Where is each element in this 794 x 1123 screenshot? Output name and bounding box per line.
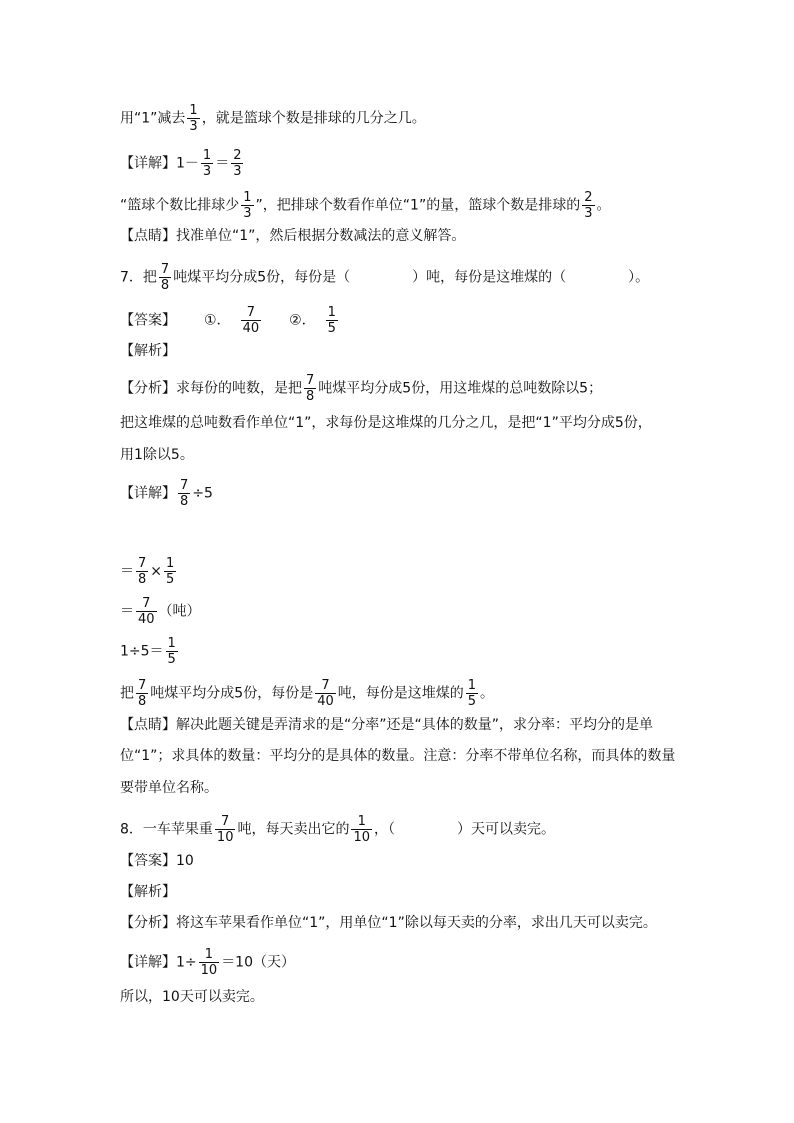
q7-dianjing-2: 位“1”；求具体的数量：平均分的是具体的数量。注意：分率不带单位名称，而具体的数量 xyxy=(120,748,676,764)
section-label: 【答案】 xyxy=(120,312,176,329)
fraction: $\frac{7}{40}$ xyxy=(317,678,334,709)
q8-answer: 【答案】10 xyxy=(120,853,194,869)
fraction: $\frac{1}{10}$ xyxy=(200,947,218,978)
fraction: $\frac{2}{3}$ xyxy=(584,190,593,221)
fraction: $\frac{7}{40}$ xyxy=(242,305,260,336)
fraction: $\frac{7}{8}$ xyxy=(138,678,147,709)
q7-step-3: 1÷5＝ $\frac{1}{5}$ xyxy=(120,636,176,667)
fraction: $\frac{1}{5}$ xyxy=(327,305,336,336)
text: ，就是篮球个数是排球的几分之几。 xyxy=(201,110,426,127)
line-3: “篮球个数比排球少 $\frac{1}{3}$ ”，把排球个数看作单位“1”的量，篮球个数是排球的 $\frac{2}{3}$ 。 xyxy=(120,190,611,221)
fraction: $\frac{1}{5}$ xyxy=(467,678,477,709)
q8-analysis-label: 【解析】 xyxy=(120,884,176,900)
section-label: 【答案】 xyxy=(120,853,176,869)
fraction: $\frac{7}{40}$ xyxy=(138,596,155,627)
section-label: 【详解】 xyxy=(120,155,176,172)
fraction: $\frac{7}{10}$ xyxy=(216,814,234,845)
q7-xiangjie: 【详解】 $\frac{7}{8}$ ÷5 xyxy=(120,478,213,509)
fraction: $\frac{7}{8}$ xyxy=(138,556,147,587)
question-7: 7．把 $\frac{7}{8}$ 吨煤平均分成5份，每份是（ ）吨，每份是这堆煤的（ ）。 xyxy=(120,262,650,293)
fraction: $\frac{1}{10}$ xyxy=(353,814,371,845)
q8-fenxi: 【分析】将这车苹果看作单位“1”，用单位“1”除以每天卖的分率，求出几天可以卖完。 xyxy=(120,915,657,931)
fraction: $\frac{2}{3}$ xyxy=(233,148,242,179)
q7-fenxi-2: 把这堆煤的总吨数看作单位“1”，求每份是这堆煤的几分之几，是把“1”平均分成5份， xyxy=(120,415,652,431)
fraction: $\frac{1}{3}$ xyxy=(202,148,212,179)
q7-fenxi: 【分析】求每份的吨数，是把 $\frac{7}{8}$ 吨煤平均分成5份，用这堆煤的总吨数除以5； xyxy=(120,373,603,404)
fraction: $\frac{7}{8}$ xyxy=(306,373,315,404)
question-8: 8．一车苹果重 $\frac{7}{10}$ 吨，每天卖出它的 $\frac{1}{10}$ ，（ ）天可以卖完。 xyxy=(120,814,556,845)
section-label: 【分析】 xyxy=(120,915,176,931)
fraction: $\frac{1}{3}$ xyxy=(189,103,198,134)
q7-fenxi-3: 用1除以5。 xyxy=(120,447,194,463)
section-label: 【点睛】 xyxy=(120,717,176,733)
fraction: $\frac{7}{8}$ xyxy=(180,478,189,509)
q7-conclusion: 把 $\frac{7}{8}$ 吨煤平均分成5份，每份是 $\frac{7}{40}$ 吨，每份是这堆煤的 $\frac{1}{5}$ 。 xyxy=(120,678,495,709)
q7-answer: 【答案】 ①． $\frac{7}{40}$ ②． $\frac{1}{5}$ xyxy=(120,305,336,336)
q7-dianjing-3: 要带单位名称。 xyxy=(120,780,218,796)
line-2: 【详解】1－ $\frac{1}{3}$ ＝ $\frac{2}{3}$ xyxy=(120,148,242,179)
fraction: $\frac{1}{5}$ xyxy=(167,636,176,667)
q7-analysis-label: 【解析】 xyxy=(120,343,176,359)
line-1 xyxy=(120,103,426,134)
q8-conclusion: 所以，10天可以卖完。 xyxy=(120,989,264,1005)
section-label: 【点睛】 xyxy=(120,228,176,244)
q7-step-2: ＝ $\frac{7}{40}$ （吨） xyxy=(120,596,201,627)
section-label: 【详解】 xyxy=(120,954,176,971)
q7-dianjing: 【点睛】解决此题关键是弄清求的是“分率”还是“具体的数量”，求分率：平均分的是单 xyxy=(120,717,654,733)
q7-step-1: ＝ $\frac{7}{8}$ × $\frac{1}{5}$ xyxy=(120,556,175,587)
q8-xiangjie: 【详解】1÷ $\frac{1}{10}$ ＝10（天） xyxy=(120,947,296,978)
fraction: $\frac{1}{3}$ xyxy=(243,190,252,221)
text: 用“1”减去 xyxy=(120,110,186,127)
section-label: 【分析】 xyxy=(120,380,176,397)
section-label: 【详解】 xyxy=(120,485,176,502)
fraction: $\frac{7}{8}$ xyxy=(160,262,170,293)
line-4: 【点睛】找准单位“1”，然后根据分数减法的意义解答。 xyxy=(120,228,466,244)
fraction: $\frac{1}{5}$ xyxy=(166,556,175,587)
